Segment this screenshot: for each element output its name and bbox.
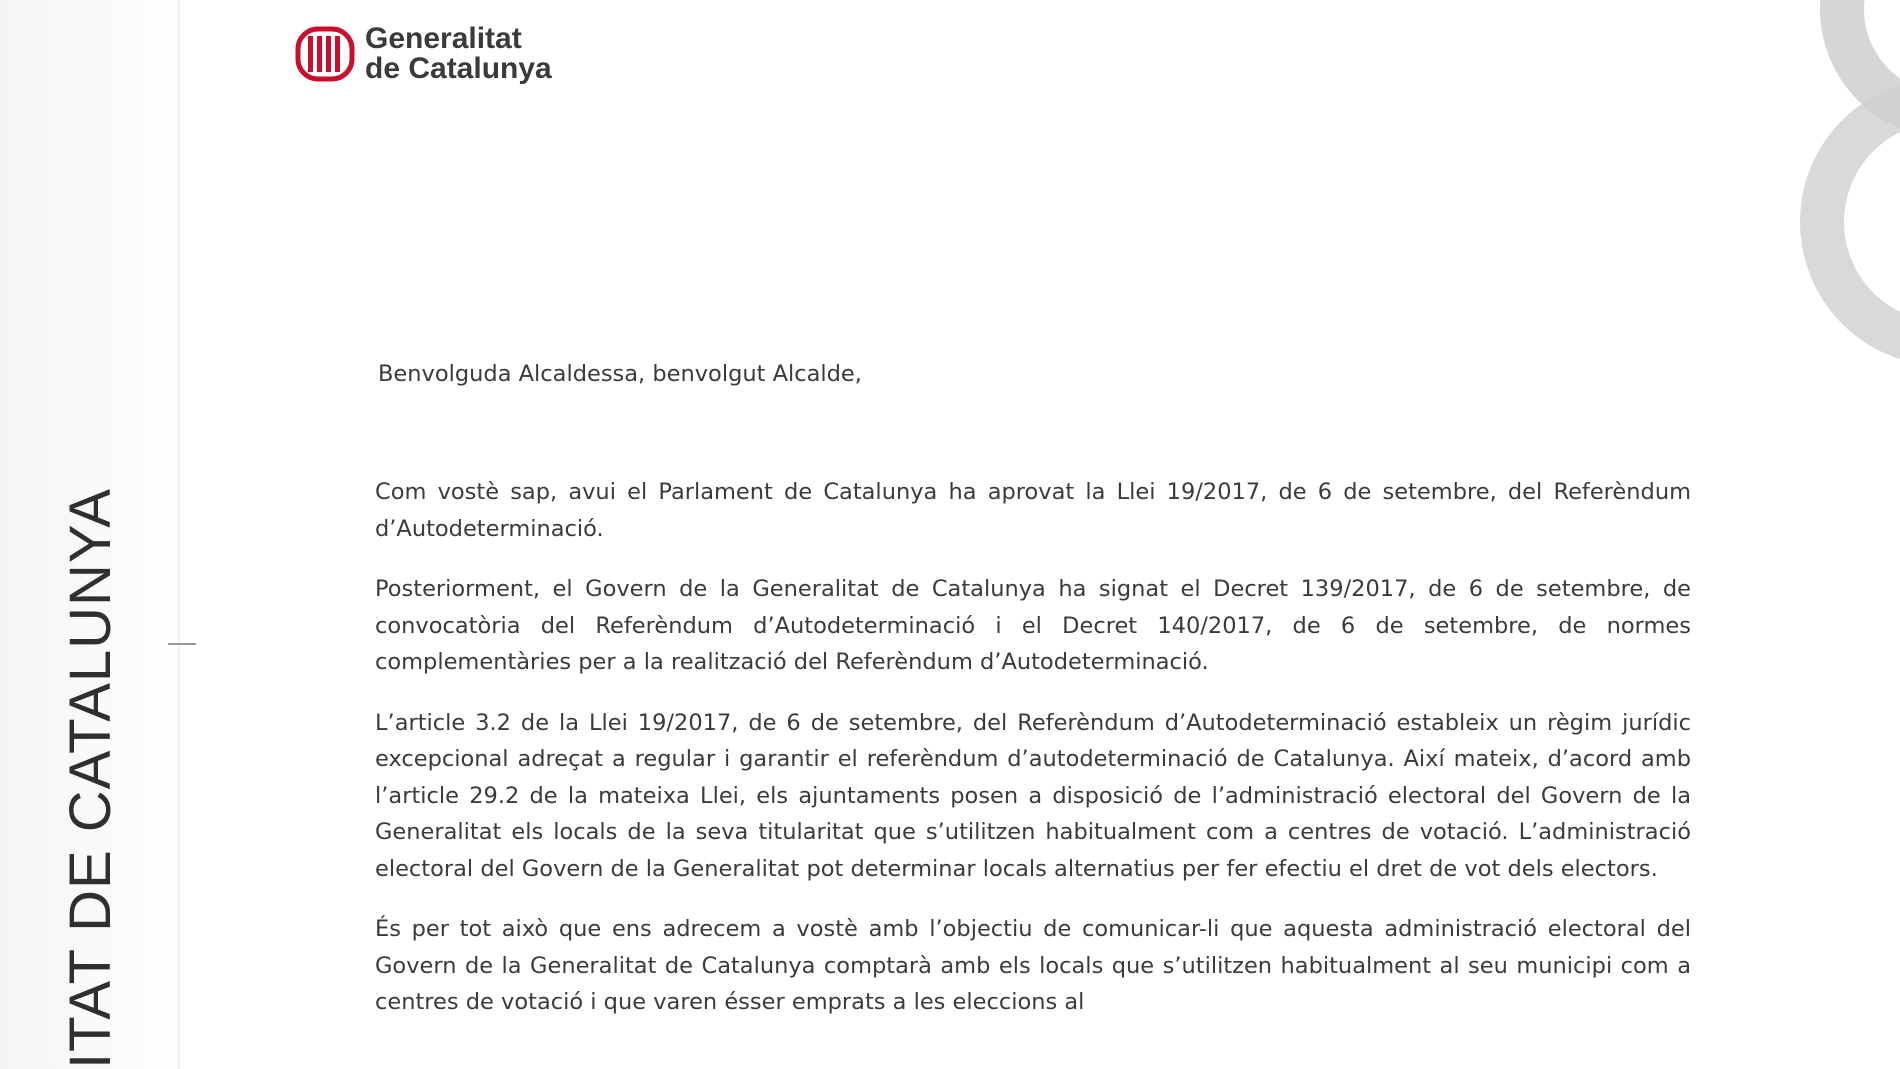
generalitat-logo — [295, 24, 552, 84]
decorative-ring-bottom — [1800, 78, 1900, 366]
fold-line — [178, 0, 180, 1069]
senyera-emblem-icon — [295, 26, 355, 82]
logo-line-2: de Catalunya — [365, 52, 552, 85]
logo-wordmark — [365, 24, 552, 84]
letter-greeting: Benvolguda Alcaldessa, benvolgut Alcalde, — [378, 361, 862, 387]
letter-paragraph-3: L’article 3.2 de la Llei 19/2017, de 6 de setembre, del Referèndum d’Autodeterminació estableix un règim jurídic excepcional adreçat a regular i garantir el referèndum d’autodeterminació de Catalunya. Així mateix, d’acord amb l’article 29.2 de la mateixa Llei, els ajuntaments posen a disposició de l’administració electoral del Govern de la Generalitat els locals de la seva titularitat que s’utilitzen habitualment com a centres de votació. L’administració electoral del Govern de la Generalitat pot determinar locals alternatius per fer efectiu el dret de vot dels electors. — [375, 709, 1691, 882]
letter-paragraph-1: Com vostè sap, avui el Parlament de Catalunya ha aprovat la Llei 19/2017, de 6 de setembre, del Referèndum d’Autodeterminació. — [375, 479, 1691, 542]
logo-line-1: Generalitat — [365, 22, 522, 55]
letter-paragraph-2: Posteriorment, el Govern de la Generalitat de Catalunya ha signat el Decret 139/2017, de 6 de setembre, de convocatòria del Referèndum d’Autodeterminació i el Decret 140/2017, de 6 de setembre, de normes complementàries per a la realització del Referèndum d’Autodeterminació. — [375, 576, 1691, 675]
letter-body — [375, 474, 1691, 1045]
vertical-margin-text: ITAT DE CATALUNYA — [58, 488, 123, 1069]
letter-paragraph-4: És per tot això que ens adrecem a vostè amb l’objectiu de comunicar-li que aquesta administració electoral del Govern de la Generalitat de Catalunya comptarà amb els locals que s’utilitzen habitualment al seu municipi com a centres de votació i que varen ésser emprats a les eleccions al — [375, 916, 1691, 1015]
margin-tick-mark — [168, 643, 196, 645]
